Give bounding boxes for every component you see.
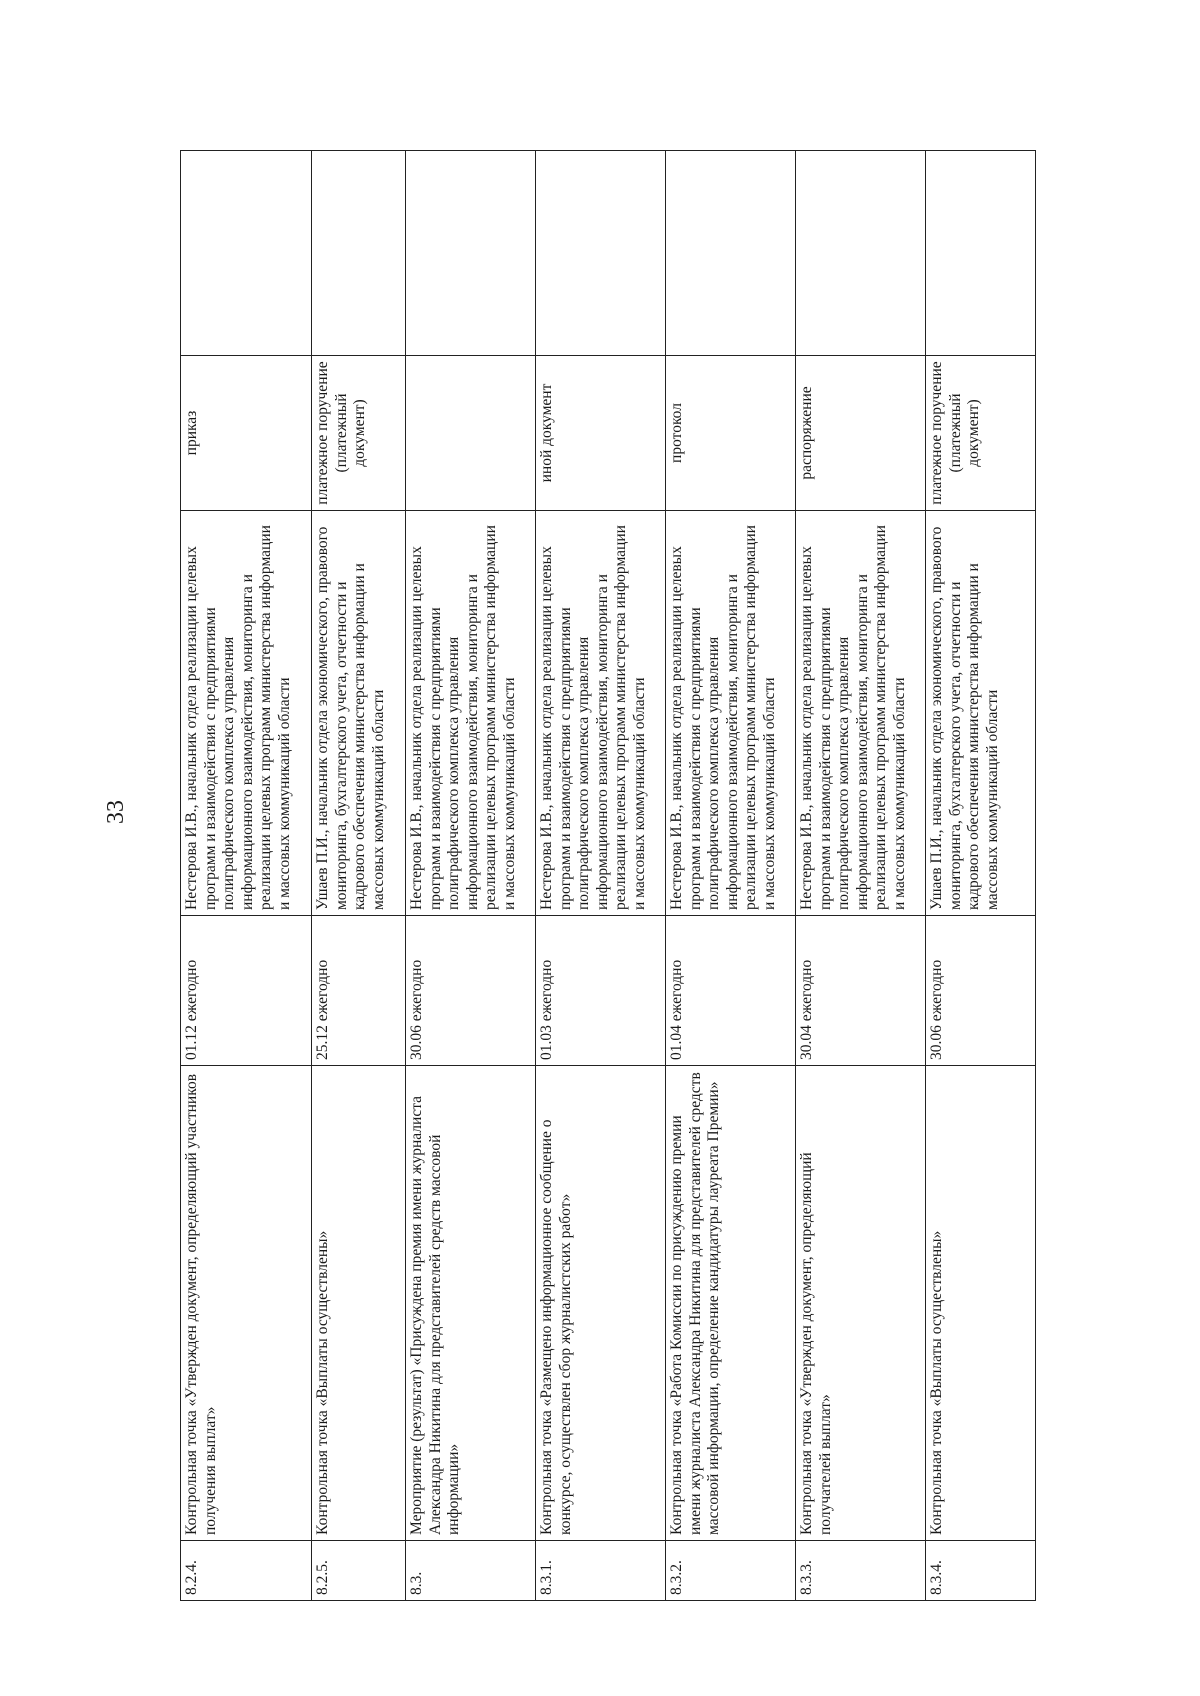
row-document: распоряжение bbox=[796, 356, 926, 511]
row-name: Контрольная точка «Размещено информационное сообщение о конкурсе, осуществлен сбор журналистских работ» bbox=[536, 1066, 666, 1541]
row-number: 8.2.4. bbox=[181, 1541, 312, 1601]
row-number: 8.3. bbox=[406, 1541, 536, 1601]
row-extra bbox=[312, 151, 406, 356]
table-row bbox=[666, 151, 796, 1601]
row-date: 30.04 ежегодно bbox=[796, 916, 926, 1066]
row-date: 30.06 ежегодно bbox=[926, 916, 1036, 1066]
row-document: приказ bbox=[181, 356, 312, 511]
table-row bbox=[926, 151, 1036, 1601]
row-extra bbox=[926, 151, 1036, 356]
table-row bbox=[796, 151, 926, 1601]
row-name: Контрольная точка «Выплаты осуществлены» bbox=[312, 1066, 406, 1541]
row-extra bbox=[536, 151, 666, 356]
table-row bbox=[312, 151, 406, 1601]
page-number: 33 bbox=[103, 800, 129, 824]
row-name: Контрольная точка «Выплаты осуществлены» bbox=[926, 1066, 1036, 1541]
table-row bbox=[536, 151, 666, 1601]
table-row bbox=[181, 151, 312, 1601]
row-extra bbox=[181, 151, 312, 356]
row-responsible: Нестерова И.В., начальник отдела реализации целевых программ и взаимодействия с предприятиями полиграфического комплекса управления информационного взаимодействия, мониторинга и реализации целевых программ министерства информации и массовых коммуникаций области bbox=[796, 511, 926, 916]
plan-table bbox=[180, 150, 1036, 1601]
row-extra bbox=[406, 151, 536, 356]
row-date: 25.12 ежегодно bbox=[312, 916, 406, 1066]
row-date: 30.06 ежегодно bbox=[406, 916, 536, 1066]
row-extra bbox=[666, 151, 796, 356]
row-date: 01.04 ежегодно bbox=[666, 916, 796, 1066]
row-document: протокол bbox=[666, 356, 796, 511]
row-name: Мероприятие (результат) «Присуждена премия имени журналиста Александра Никитина для представителей средств массовой информации» bbox=[406, 1066, 536, 1541]
row-responsible: Нестерова И.В., начальник отдела реализации целевых программ и взаимодействия с предприятиями полиграфического комплекса управления информационного взаимодействия, мониторинга и реализации целевых программ министерства информации и массовых коммуникаций области bbox=[181, 511, 312, 916]
row-name: Контрольная точка «Утвержден документ, определяющий участников получения выплат» bbox=[181, 1066, 312, 1541]
rotated-table-container bbox=[180, 151, 1020, 1601]
table-row bbox=[406, 151, 536, 1601]
row-document bbox=[406, 356, 536, 511]
row-extra bbox=[796, 151, 926, 356]
row-responsible: Ушаев П.И., начальник отдела экономического, правового мониторинга, бухгалтерского учета, отчетности и кадрового обеспечения министерства информации и массовых коммуникаций области bbox=[926, 511, 1036, 916]
row-document: платежное поручение (платежный документ) bbox=[312, 356, 406, 511]
row-date: 01.03 ежегодно bbox=[536, 916, 666, 1066]
row-responsible: Нестерова И.В., начальник отдела реализации целевых программ и взаимодействия с предприятиями полиграфического комплекса управления информационного взаимодействия, мониторинга и реализации целевых программ министерства информации и массовых коммуникаций области bbox=[666, 511, 796, 916]
row-number: 8.3.1. bbox=[536, 1541, 666, 1601]
row-number: 8.2.5. bbox=[312, 1541, 406, 1601]
row-number: 8.3.4. bbox=[926, 1541, 1036, 1601]
row-name: Контрольная точка «Утвержден документ, определяющий получателей выплат» bbox=[796, 1066, 926, 1541]
row-document: платежное поручение (платежный документ) bbox=[926, 356, 1036, 511]
row-responsible: Нестерова И.В., начальник отдела реализации целевых программ и взаимодействия с предприятиями полиграфического комплекса управления информационного взаимодействия, мониторинга и реализации целевых программ министерства информации и массовых коммуникаций области bbox=[536, 511, 666, 916]
row-date: 01.12 ежегодно bbox=[181, 916, 312, 1066]
row-responsible: Ушаев П.И., начальник отдела экономического, правового мониторинга, бухгалтерского учета, отчетности и кадрового обеспечения министерства информации и массовых коммуникаций области bbox=[312, 511, 406, 916]
row-number: 8.3.3. bbox=[796, 1541, 926, 1601]
row-number: 8.3.2. bbox=[666, 1541, 796, 1601]
row-responsible: Нестерова И.В., начальник отдела реализации целевых программ и взаимодействия с предприятиями полиграфического комплекса управления информационного взаимодействия, мониторинга и реализации целевых программ министерства информации и массовых коммуникаций области bbox=[406, 511, 536, 916]
row-document: иной документ bbox=[536, 356, 666, 511]
row-name: Контрольная точка «Работа Комиссии по присуждению премии имени журналиста Александра Никитина для представителей средств массовой информации, определение кандидатуры лауреата Премии» bbox=[666, 1066, 796, 1541]
